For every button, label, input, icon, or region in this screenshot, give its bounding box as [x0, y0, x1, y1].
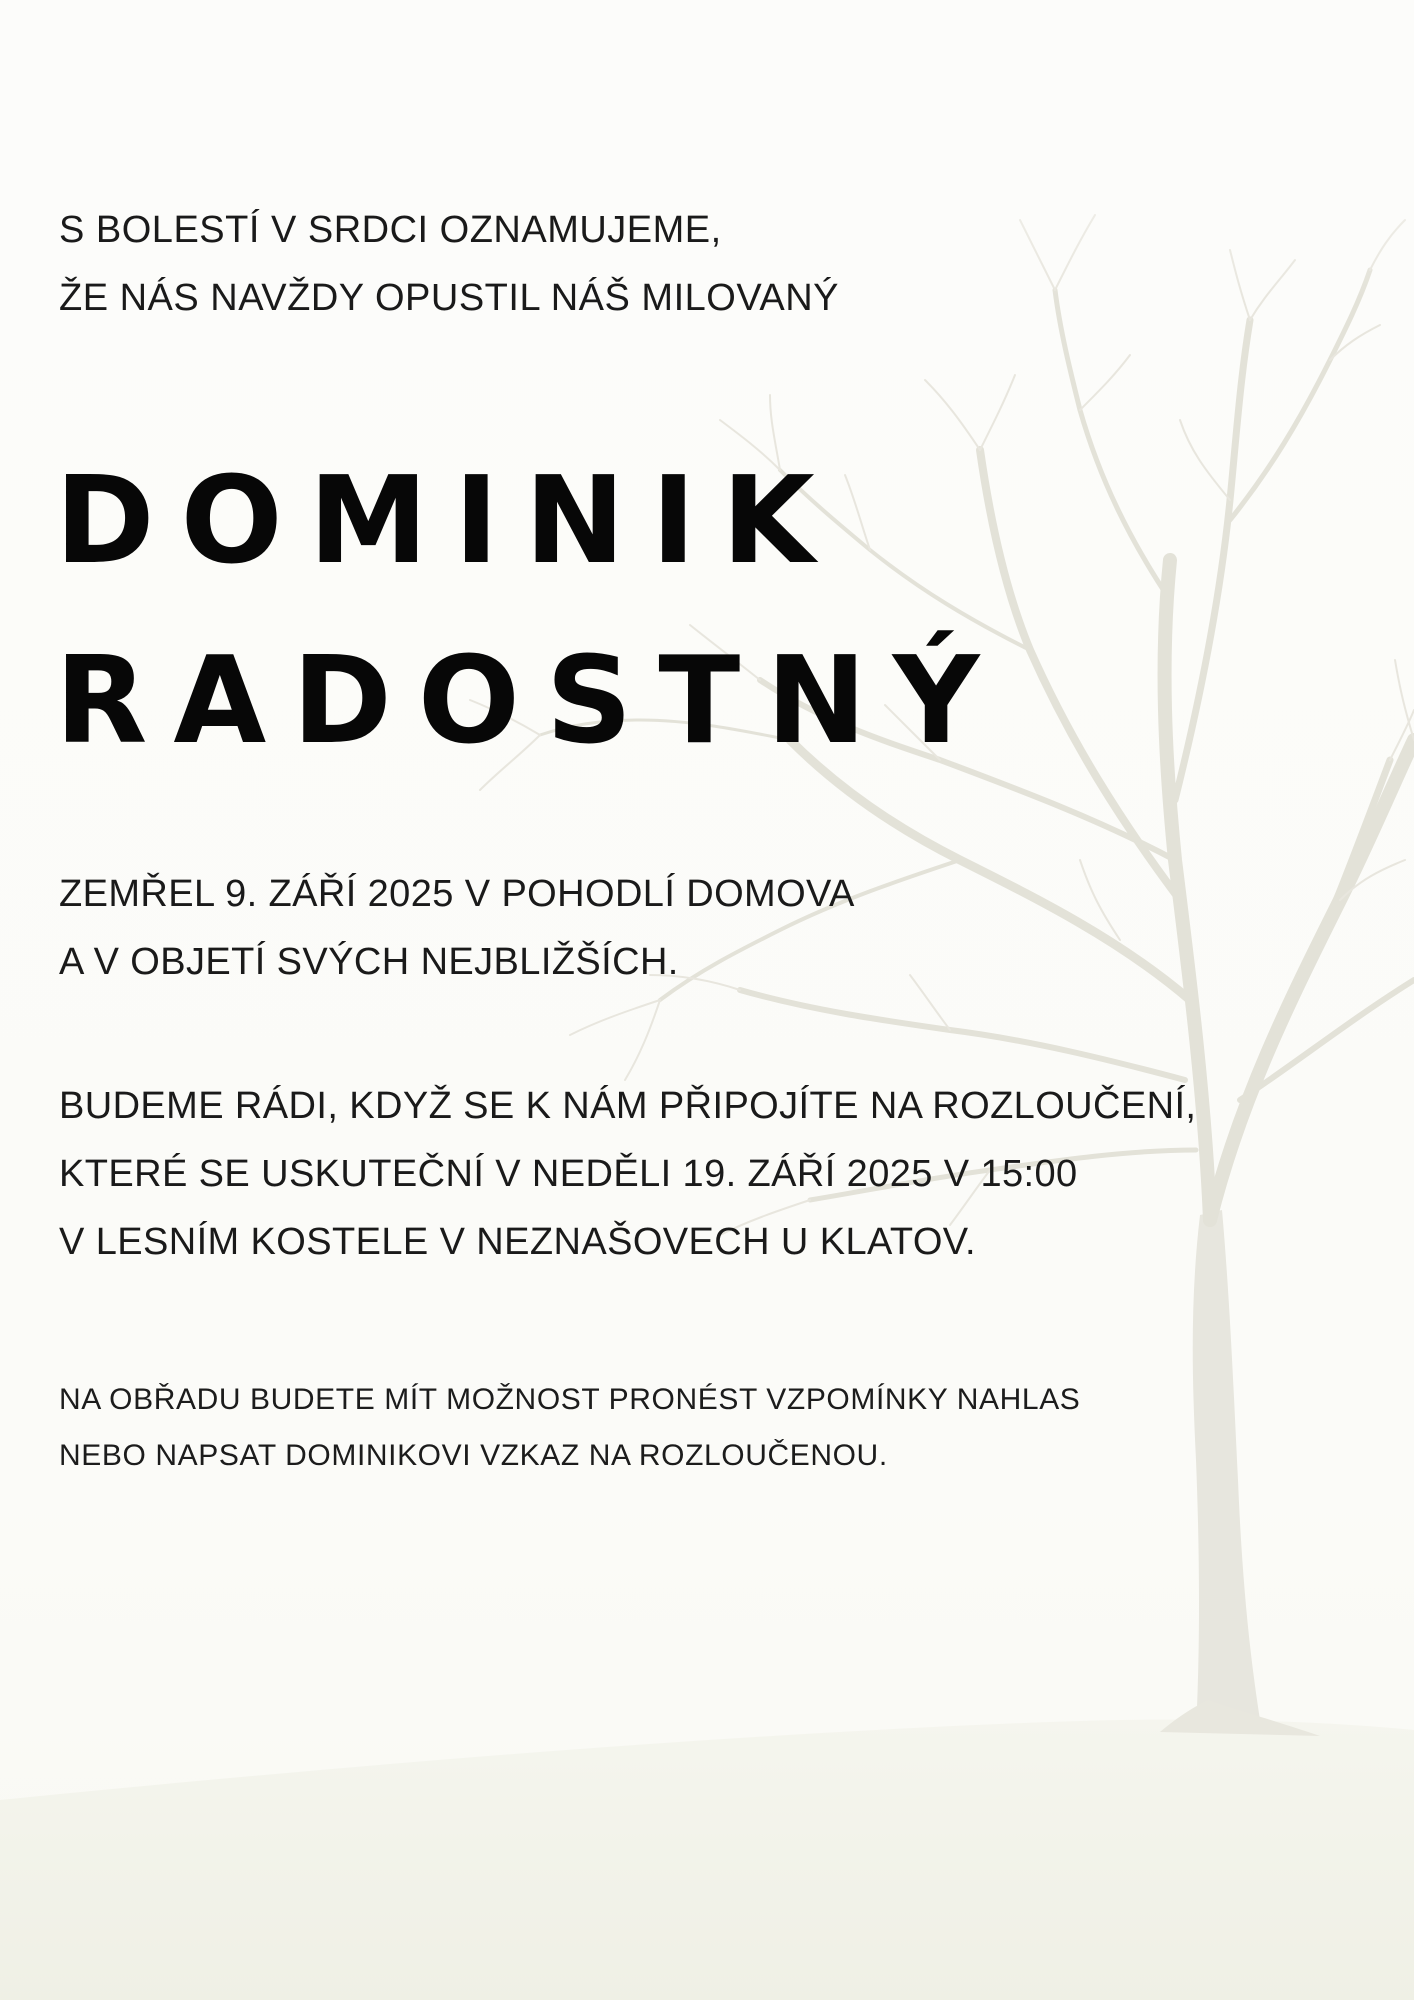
ceremony-line: BUDEME RÁDI, KDYŽ SE K NÁM PŘIPOJÍTE NA ROZLOUČENÍ, [59, 1085, 1197, 1127]
ceremony-line: KTERÉ SE USKUTEČNÍ V NEDĚLI 19. ZÁŘÍ 2025 V 15:00 [59, 1153, 1078, 1195]
ceremony-note [59, 1372, 1080, 1484]
note-line: NA OBŘADU BUDETE MÍT MOŽNOST PRONÉST VZPOMÍNKY NAHLAS [59, 1383, 1081, 1416]
intro-line: ŽE NÁS NAVŽDY OPUSTIL NÁŠ MILOVANÝ [59, 277, 839, 319]
last-name: RADOSTNÝ [55, 632, 1006, 771]
first-name: DOMINIK [55, 452, 841, 591]
death-line: ZEMŘEL 9. ZÁŘÍ 2025 V POHODLÍ DOMOVA [59, 873, 855, 915]
intro-line: S BOLESTÍ V SRDCI OZNAMUJEME, [59, 209, 722, 251]
intro-text [59, 196, 839, 332]
death-notice [59, 860, 855, 996]
deceased-name [55, 432, 1006, 792]
ceremony-line: V LESNÍM KOSTELE V NEZNAŠOVECH U KLATOV. [59, 1221, 977, 1263]
note-line: NEBO NAPSAT DOMINIKOVI VZKAZ NA ROZLOUČENOU. [59, 1439, 888, 1472]
death-line: A V OBJETÍ SVÝCH NEJBLIŽŠÍCH. [59, 941, 679, 983]
ceremony-invitation [59, 1072, 1196, 1276]
